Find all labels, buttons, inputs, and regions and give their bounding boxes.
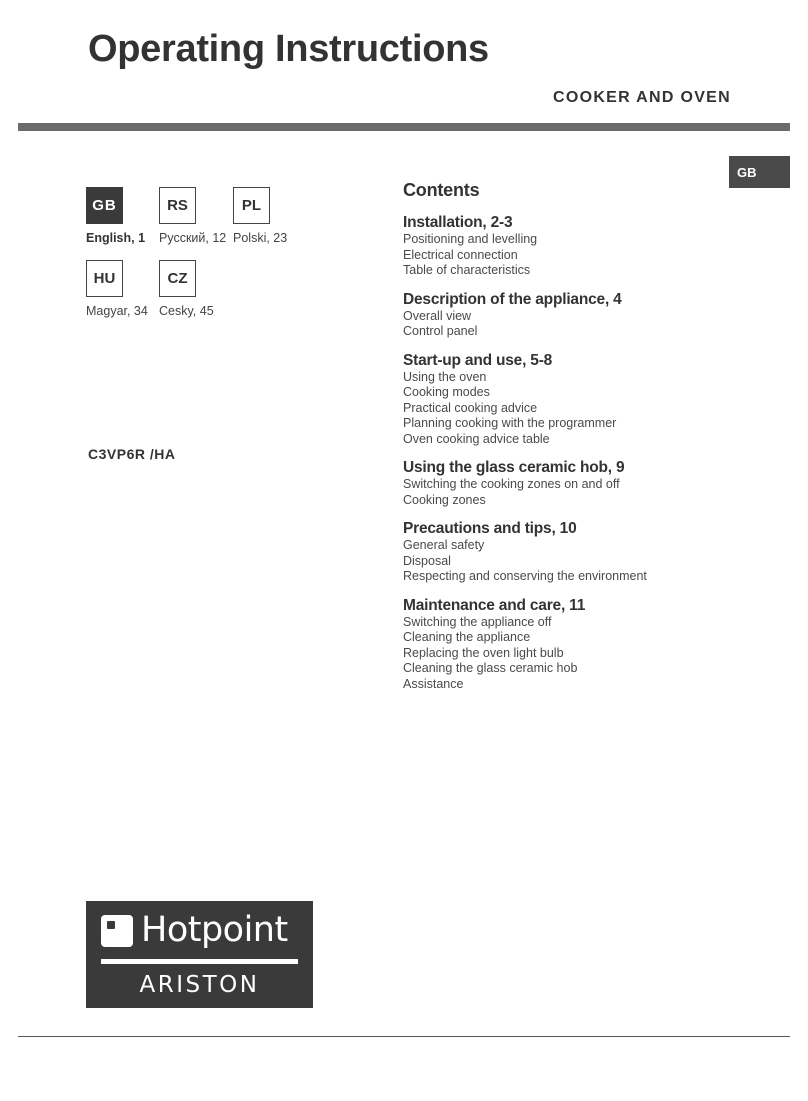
toc-section-hob xyxy=(403,459,783,508)
hotpoint-ariston-logo xyxy=(86,901,313,1008)
toc-section-description xyxy=(403,291,783,340)
brand-mark-icon xyxy=(101,915,133,947)
toc-item[interactable]: Switching the cooking zones on and off xyxy=(403,477,620,491)
toc-section-maintenance xyxy=(403,597,783,693)
toc-item[interactable]: Replacing the oven light bulb xyxy=(403,645,564,660)
logo-divider xyxy=(101,959,298,964)
language-label-hungarian[interactable]: Magyar, 34 xyxy=(86,304,148,318)
language-label-english[interactable]: English, 1 xyxy=(86,231,146,245)
toc-item[interactable]: Using the oven xyxy=(403,369,487,384)
table-of-contents xyxy=(403,180,783,704)
toc-item[interactable]: Table of characteristics xyxy=(403,263,531,277)
language-label-russian[interactable]: Русский, 12 xyxy=(159,231,227,245)
toc-section-title[interactable]: Using the glass ceramic hob, 9 xyxy=(403,459,625,476)
toc-section-title[interactable]: Precautions and tips, 10 xyxy=(403,520,577,537)
toc-section-installation xyxy=(403,214,783,279)
toc-section-title[interactable]: Maintenance and care, 11 xyxy=(403,596,586,614)
bottom-divider xyxy=(18,1036,790,1037)
language-box-rs[interactable]: RS xyxy=(159,187,196,224)
toc-item[interactable]: Overall view xyxy=(403,308,472,323)
toc-section-title[interactable]: Start-up and use, 5-8 xyxy=(403,351,553,369)
language-label-czech[interactable]: Cesky, 45 xyxy=(159,304,214,318)
toc-item[interactable]: Assistance xyxy=(403,676,464,691)
model-number: C3VP6R /HA xyxy=(88,446,176,462)
language-box-gb[interactable]: GB xyxy=(86,187,123,224)
toc-item[interactable]: Cleaning the appliance xyxy=(403,630,531,644)
language-box-hu[interactable]: HU xyxy=(86,260,123,297)
toc-item[interactable]: General safety xyxy=(403,538,485,552)
toc-item[interactable]: Practical cooking advice xyxy=(403,400,538,415)
toc-section-title[interactable]: Description of the appliance, 4 xyxy=(403,290,622,308)
language-label-polish[interactable]: Polski, 23 xyxy=(233,231,288,245)
product-subtitle: COOKER AND OVEN xyxy=(552,89,731,106)
toc-item[interactable]: Switching the appliance off xyxy=(403,614,552,629)
language-tab-gb: GB xyxy=(729,156,790,188)
toc-section-title[interactable]: Installation, 2-3 xyxy=(403,214,513,231)
logo-brand-text: Hotpoint xyxy=(141,910,288,950)
top-divider xyxy=(18,123,790,131)
toc-item[interactable]: Disposal xyxy=(403,553,451,568)
toc-item[interactable]: Electrical connection xyxy=(403,247,518,262)
language-box-pl[interactable]: PL xyxy=(233,187,270,224)
toc-item[interactable]: Control panel xyxy=(403,324,478,338)
toc-section-precautions xyxy=(403,520,783,585)
page-title: Operating Instructions xyxy=(88,28,489,70)
toc-item[interactable]: Planning cooking with the programmer xyxy=(403,416,617,430)
toc-section-startup xyxy=(403,352,783,448)
toc-item[interactable]: Cooking zones xyxy=(403,492,486,507)
language-box-cz[interactable]: CZ xyxy=(159,260,196,297)
logo-sub-text: ARISTON xyxy=(139,972,260,998)
toc-item[interactable]: Respecting and conserving the environment xyxy=(403,569,647,583)
toc-item[interactable]: Cooking modes xyxy=(403,385,490,399)
toc-item[interactable]: Cleaning the glass ceramic hob xyxy=(403,661,578,675)
toc-item[interactable]: Positioning and levelling xyxy=(403,232,538,246)
contents-heading: Contents xyxy=(403,180,480,200)
toc-item[interactable]: Oven cooking advice table xyxy=(403,431,550,446)
